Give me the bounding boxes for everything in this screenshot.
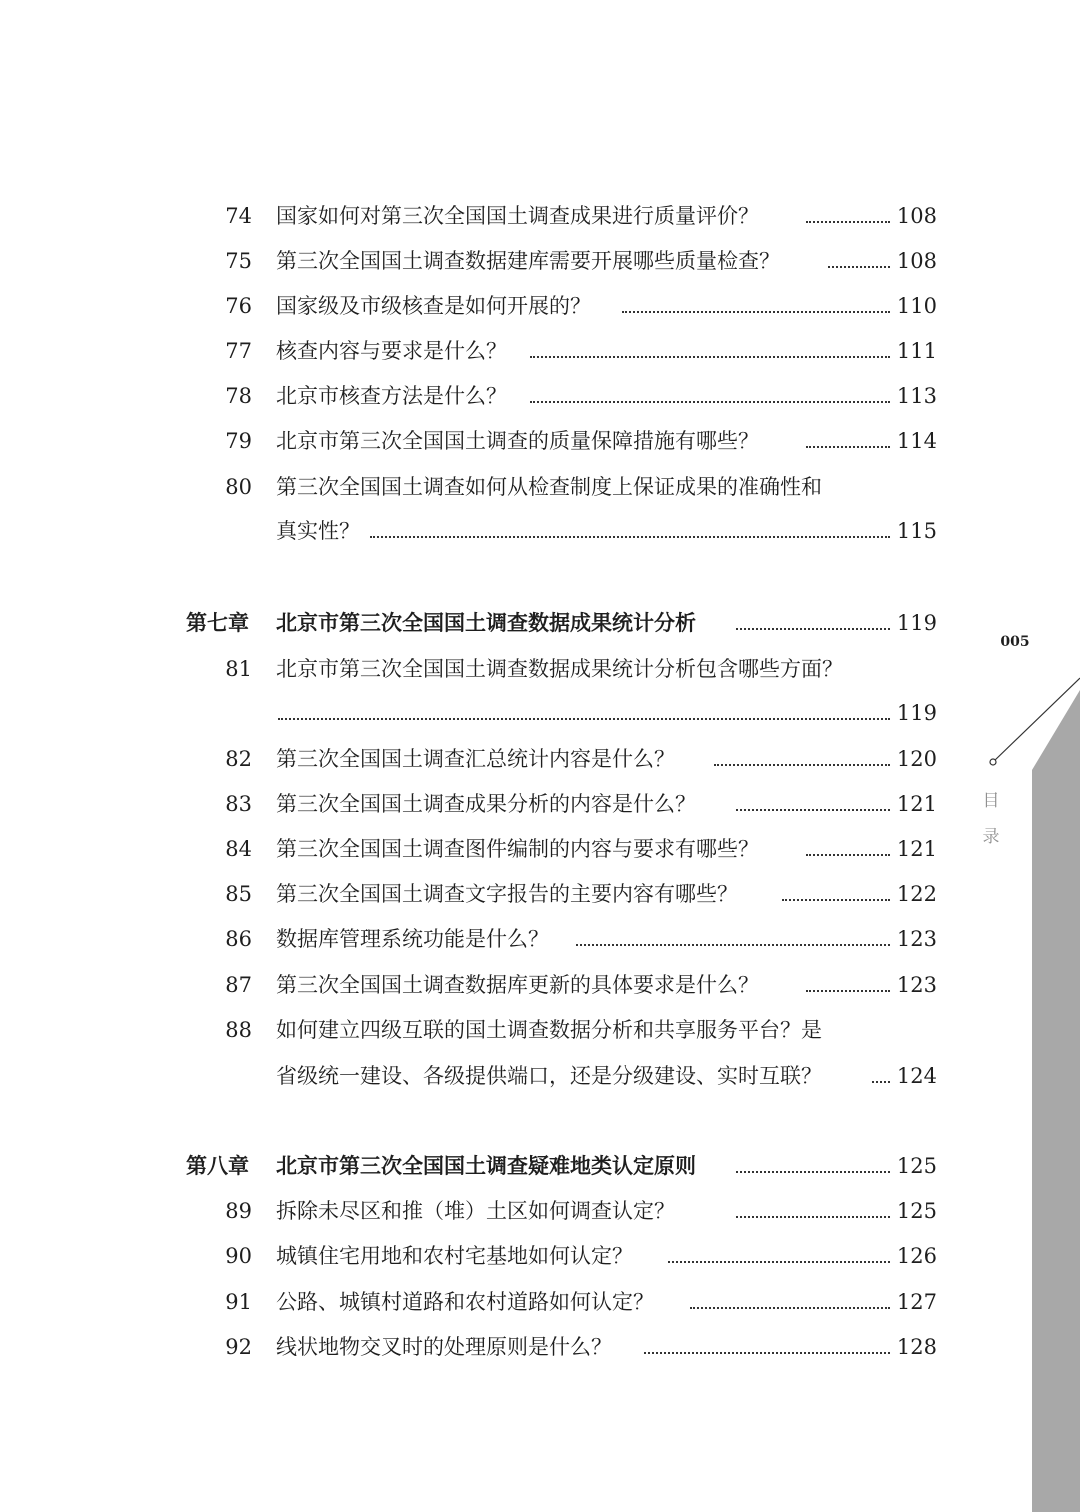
chapter-title: 北京市第三次全国国土调查数据成果统计分析	[276, 610, 696, 635]
entry-number: 74	[225, 204, 252, 228]
toc-entry-85[interactable]	[0, 872, 1080, 916]
entry-title: 北京市核查方法是什么？	[276, 384, 507, 408]
toc-entry-90[interactable]	[0, 1234, 1080, 1278]
entry-number: 76	[225, 294, 252, 318]
entry-number: 81	[225, 657, 252, 681]
entry-page: 122	[896, 882, 937, 906]
entry-title: 第三次全国国土调查汇总统计内容是什么？	[276, 747, 675, 771]
leader-dots	[806, 446, 890, 448]
toc-entry-87[interactable]	[0, 963, 1080, 1007]
entry-title: 第三次全国国土调查数据库更新的具体要求是什么？	[276, 973, 759, 997]
chapter-page: 125	[896, 1154, 937, 1178]
leader-dots	[668, 1261, 890, 1263]
leader-dots	[828, 266, 890, 268]
leader-dots	[806, 854, 890, 856]
leader-dots	[530, 356, 890, 358]
entry-title: 线状地物交叉时的处理原则是什么？	[276, 1335, 612, 1359]
side-label-lu: 录	[982, 827, 1000, 847]
entry-number: 84	[225, 837, 252, 861]
entry-number: 89	[225, 1199, 252, 1223]
entry-title: 核查内容与要求是什么？	[276, 339, 507, 363]
entry-title: 第三次全国国土调查如何从检查制度上保证成果的准确性和	[276, 475, 822, 499]
entry-page: 108	[896, 249, 937, 273]
leader-dots	[644, 1352, 890, 1354]
entry-title: 北京市第三次全国国土调查的质量保障措施有哪些？	[276, 429, 759, 453]
entry-title: 如何建立四级互联的国土调查数据分析和共享服务平台？是	[276, 1018, 822, 1042]
leader-dots	[622, 311, 890, 313]
toc-entry-83[interactable]	[0, 782, 1080, 826]
toc-entry-88-continued[interactable]	[0, 1054, 1080, 1098]
entry-title: 公路、城镇村道路和农村道路如何认定？	[276, 1290, 654, 1314]
chapter-heading-7[interactable]	[0, 601, 1080, 645]
entry-page: 126	[896, 1244, 937, 1268]
leader-dots	[690, 1307, 890, 1309]
toc-entry-79[interactable]	[0, 419, 1080, 463]
toc-entry-78[interactable]	[0, 374, 1080, 418]
entry-page: 115	[896, 519, 937, 543]
toc-entry-91[interactable]	[0, 1280, 1080, 1324]
entry-number: 79	[225, 429, 252, 453]
toc-entry-75[interactable]	[0, 239, 1080, 283]
leader-dots	[530, 401, 890, 403]
leader-dots	[714, 764, 890, 766]
leader-dots	[736, 1171, 890, 1173]
entry-page: 125	[896, 1199, 937, 1223]
entry-title-continued: 真实性？	[276, 519, 360, 543]
entry-page: 123	[896, 927, 937, 951]
toc-entry-82[interactable]	[0, 737, 1080, 781]
entry-page: 114	[896, 429, 937, 453]
entry-page: 119	[896, 701, 937, 725]
entry-title: 第三次全国国土调查图件编制的内容与要求有哪些？	[276, 837, 759, 861]
toc-entry-84[interactable]	[0, 827, 1080, 871]
toc-entry-88[interactable]	[0, 1008, 1080, 1052]
entry-title: 国家如何对第三次全国国土调查成果进行质量评价？	[276, 204, 759, 228]
entry-number: 86	[225, 927, 252, 951]
leader-dots	[806, 221, 890, 223]
toc-entry-77[interactable]	[0, 329, 1080, 373]
entry-title-continued: 省级统一建设、各级提供端口，还是分级建设、实时互联？	[276, 1064, 822, 1088]
chapter-page: 119	[896, 611, 937, 635]
entry-title: 第三次全国国土调查数据建库需要开展哪些质量检查？	[276, 249, 780, 273]
entry-title: 国家级及市级核查是如何开展的？	[276, 294, 591, 318]
entry-page: 128	[896, 1335, 937, 1359]
entry-number: 90	[225, 1244, 252, 1268]
leader-dots	[576, 944, 890, 946]
entry-title: 第三次全国国土调查文字报告的主要内容有哪些？	[276, 882, 738, 906]
toc-entry-92[interactable]	[0, 1325, 1080, 1369]
toc-entry-89[interactable]	[0, 1189, 1080, 1233]
entry-number: 92	[225, 1335, 252, 1359]
entry-title: 城镇住宅用地和农村宅基地如何认定？	[276, 1244, 633, 1268]
entry-page: 123	[896, 973, 937, 997]
toc-entry-74[interactable]	[0, 194, 1080, 238]
entry-number: 80	[225, 475, 252, 499]
entry-title: 数据库管理系统功能是什么？	[276, 927, 549, 951]
entry-page: 108	[896, 204, 937, 228]
entry-number: 87	[225, 973, 252, 997]
chapter-number: 第七章	[186, 610, 249, 635]
leader-dots	[736, 1216, 890, 1218]
toc-entry-80-continued[interactable]	[0, 509, 1080, 553]
entry-page: 110	[896, 294, 937, 318]
entry-title: 北京市第三次全国国土调查数据成果统计分析包含哪些方面？	[276, 657, 843, 681]
entry-number: 77	[225, 339, 252, 363]
chapter-number: 第八章	[186, 1153, 249, 1178]
toc-entry-80[interactable]	[0, 465, 1080, 509]
leader-dots	[736, 628, 890, 630]
entry-title: 第三次全国国土调查成果分析的内容是什么？	[276, 792, 696, 816]
entry-page: 120	[896, 747, 937, 771]
toc-entry-86[interactable]	[0, 917, 1080, 961]
chapter-title: 北京市第三次全国国土调查疑难地类认定原则	[276, 1153, 696, 1178]
entry-number: 85	[225, 882, 252, 906]
toc-entry-81-continued[interactable]	[0, 691, 1080, 735]
entry-number: 83	[225, 792, 252, 816]
entry-number: 75	[225, 249, 252, 273]
leader-dots	[782, 899, 890, 901]
leader-dots	[370, 536, 890, 538]
chapter-heading-8[interactable]	[0, 1144, 1080, 1188]
entry-title: 拆除未尽区和推（堆）土区如何调查认定？	[276, 1199, 675, 1223]
leader-dots	[736, 809, 890, 811]
side-label-mu: 目	[982, 791, 1000, 811]
entry-page: 121	[896, 837, 937, 861]
toc-entry-81[interactable]	[0, 647, 1080, 691]
entry-page: 111	[896, 339, 937, 363]
entry-number: 78	[225, 384, 252, 408]
entry-page: 124	[896, 1064, 937, 1088]
toc-entry-76[interactable]	[0, 284, 1080, 328]
leader-dots	[806, 990, 890, 992]
entry-number: 91	[225, 1290, 252, 1314]
entry-page: 121	[896, 792, 937, 816]
entry-number: 88	[225, 1018, 252, 1042]
entry-page: 127	[896, 1290, 937, 1314]
entry-page: 113	[896, 384, 937, 408]
entry-number: 82	[225, 747, 252, 771]
leader-dots	[872, 1081, 890, 1083]
page-folio: 005	[1000, 634, 1030, 650]
leader-dots	[278, 718, 890, 720]
